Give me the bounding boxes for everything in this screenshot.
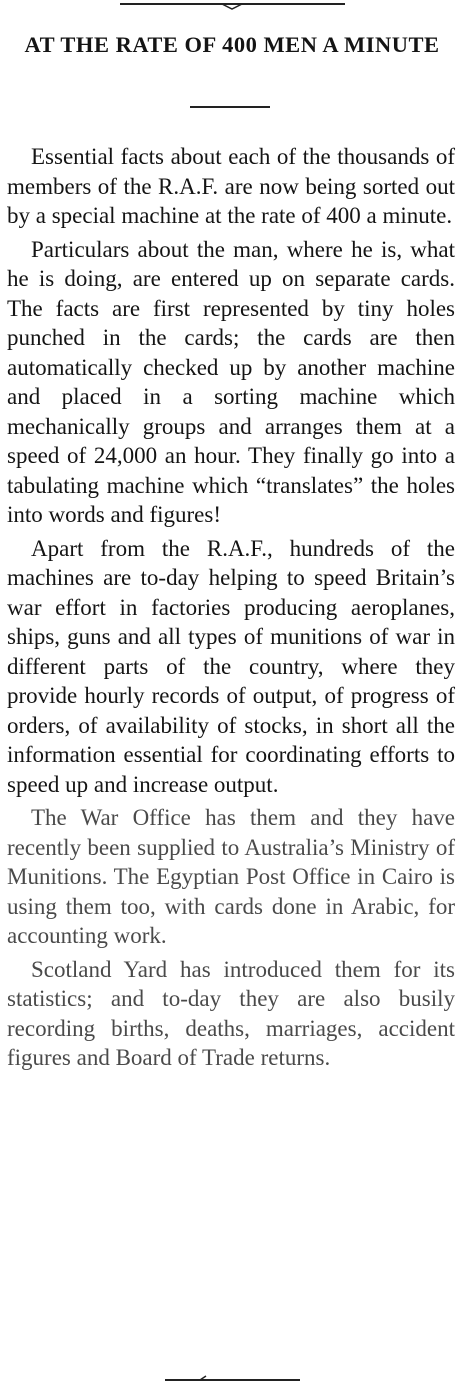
article-body [7, 142, 455, 1077]
bottom-divider-ornament [0, 1372, 464, 1388]
top-divider-ornament [0, 0, 464, 12]
article-headline: AT THE RATE OF 400 MEN A MINUTE [24, 32, 440, 57]
paragraph-1: Essential facts about each of the thousands of members of the R.A.F. are now being sorted out by a special machine at the rate of 400 a minute. [7, 144, 455, 228]
paragraph-3: Apart from the R.A.F., hundreds of the machines are to-day helping to speed Britain’s war effort in factories producing aeroplanes, ships, guns and all types of munitions of war in different parts of the country, where they provide hourly records of output, of progress of orders, of availability of stocks, in short all the information essential for coordinating efforts to speed up and increase output. [7, 535, 455, 797]
paragraph-4: The War Office has them and they have recently been supplied to Australia’s Ministry of Munitions. The Egyptian Post Office in Cairo is using them too, with cards done in Arabic, for accounting work. [7, 805, 455, 948]
paragraph-5: Scotland Yard has introduced them for its statistics; and to-day they are also busily recording births, deaths, marriages, accident figures and Board of Trade returns. [7, 956, 455, 1070]
paragraph-2: Particulars about the man, where he is, what he is doing, are entered up on separate cards. The facts are first represented by tiny holes punched in the cards; the cards are then automatically checked up by another machine and placed in a sorting machine which mechanically groups and arranges them at a speed of 24,000 an hour. They finally go into a tabulating machine which “translates” the holes into words and figures! [7, 236, 455, 527]
headline-rule [190, 106, 270, 108]
